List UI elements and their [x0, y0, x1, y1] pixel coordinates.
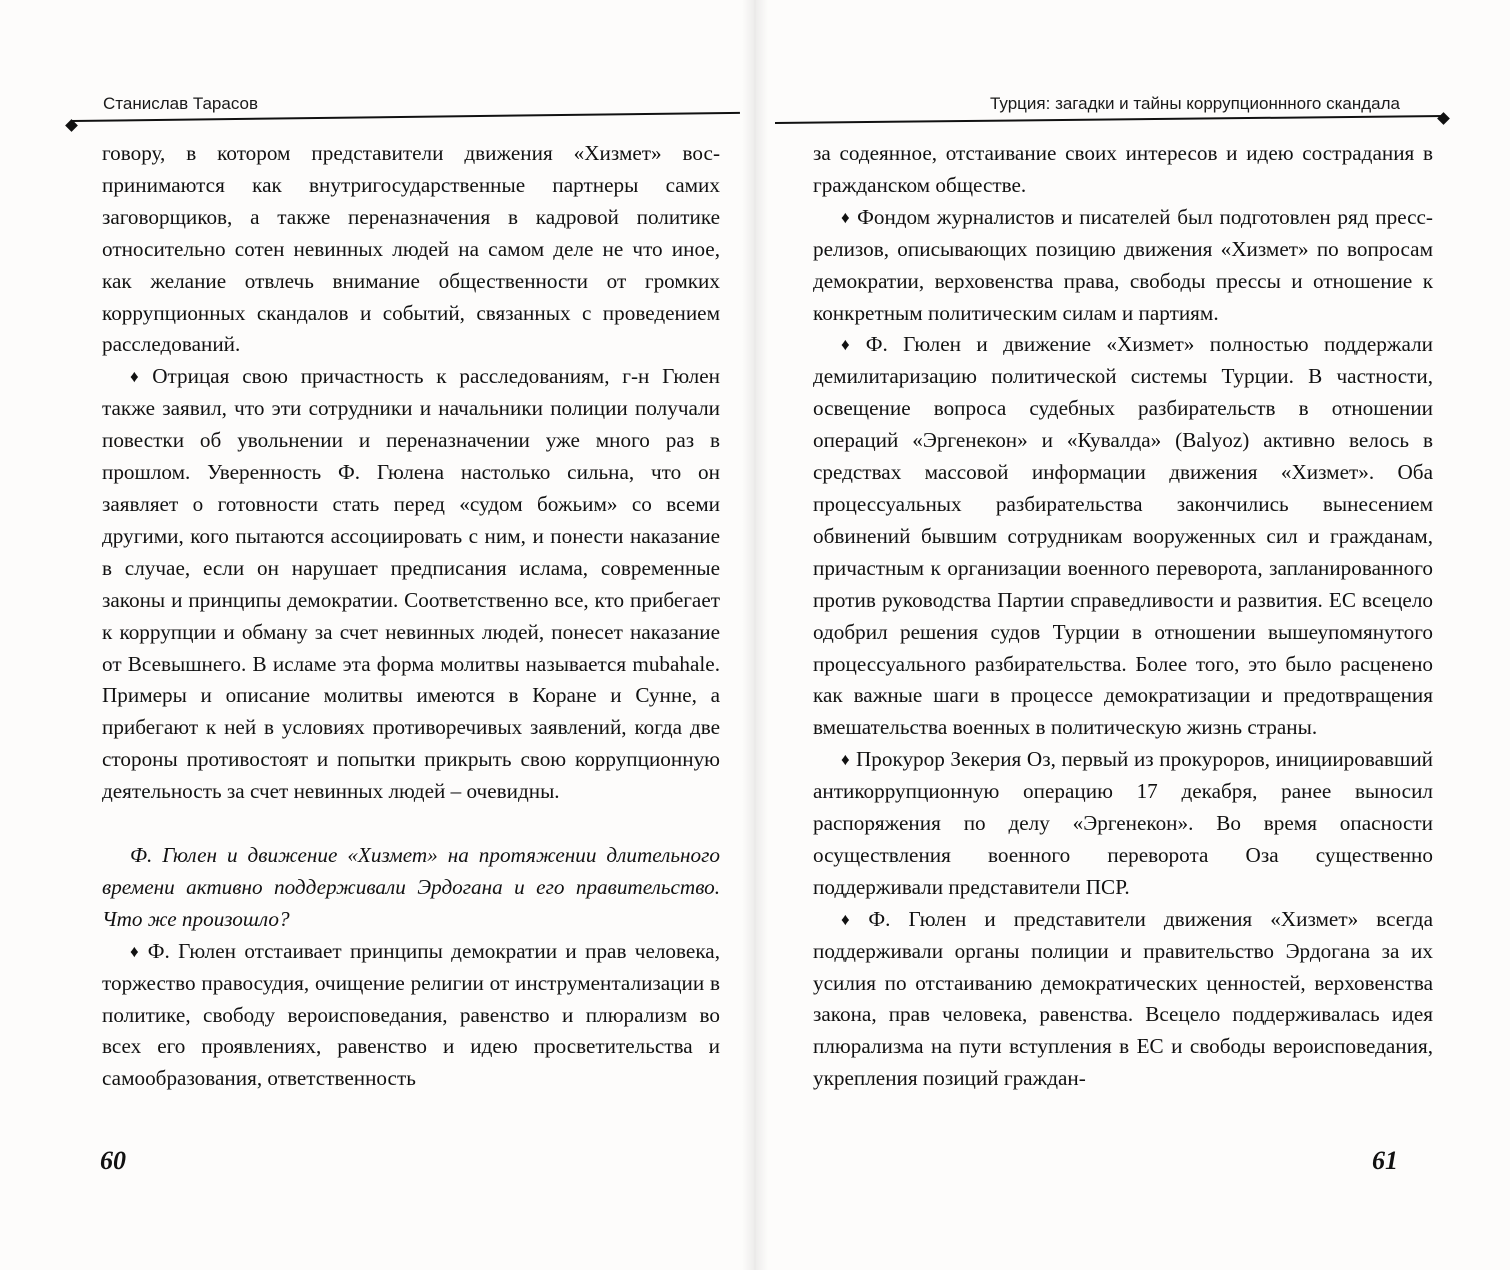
page-number: 61 [1372, 1146, 1398, 1175]
left-page-text [102, 138, 720, 1095]
page-number: 60 [100, 1146, 126, 1175]
paragraph: говору, в котором представители движения «Хизмет» воспринимаются как внутригосударственные партнеры самих заговорщиков, а также переназначения в кадровой политике относительно сотен невинных людей на самом деле не что иное, как желание отвлечь внимание общественности от громких коррупционных скандалов и событий, связанных с проведением расследований. [102, 141, 720, 357]
bullet-diamond-icon: ♦ [130, 941, 142, 961]
paragraph: ♦ Прокурор Зекерия Оз, первый из прокуроров, инициировавший антикоррупционную операцию 17 декабря, ранее выносил распоряжения по делу «Эргенекон». Во время опасности осуществления военного переворота Оза существенно поддерживали представители ПСР. [813, 747, 1433, 899]
paragraph: за содеянное, отстаивание своих интересов и идею сострадания в гражданском обществе. [813, 141, 1433, 197]
running-head-title: Турция: загадки и тайны коррупционнного скандала [989, 94, 1400, 113]
header-rule [775, 115, 1445, 124]
paragraph: ♦ Ф. Гюлен и движение «Хизмет» полностью поддержали демилитаризацию политической системы Турции. В частности, освещение вопроса судебных разбирательств в отношении операций «Эргенекон» и «Кувалда» (Balyoz) активно велось в средствах массовой информации движения «Хизмет». Оба процессуальных разбирательства закончились вынесением обвинений бывшим сотрудникам вооруженных сил и гражданам, причастным к организации военного переворота, запланированного против руководства Партии справедливости и развития. ЕС всецело одобрил решения судов Турции в отношении вышеупомянутого процессуального разбирательства. Более того, это было расценено как важные шаги в процессе демократизации и предотвращения вмешательства военных в политическую жизнь страны. [813, 332, 1433, 740]
paragraph: ♦ Ф. Гюлен отстаивает принципы демократии и прав человека, торжество правосудия, очищение религии от инструментализации в политике, свободу вероисповедания, равенство и плюрализм во всех его проявлениях, равенство и идею просветительства и самообразования, ответственность [102, 938, 720, 1091]
bullet-diamond-icon: ♦ [841, 335, 860, 355]
paragraph: ♦ Отрицая свою причастность к расследованиям, г-н Гюлен также заявил, что эти сотрудники и начальники полиции получали повестки об увольнении и переназначении уже много раз в прошлом. Уверенность Ф. Гюлена настолько сильна, что он заявляет о готовности стать перед «судом божьим» со всеми другими, кого пытаются ассоциировать с ним, и понести наказание в случае, если он нарушает предписания ислама, современные законы и принципы демократии. Соответственно все, кто прибегает к коррупции и обману за счет невинных людей, понесет наказание от Всевышнего. В исламе эта форма молитвы называется mubahale. Примеры и описание молитвы имеются в Коране и Сунне, а прибегают к ней в условиях противоречивых заявлений, когда две стороны противостоят и попытки прикрыть свою коррупционную деятельность за счет невинных людей – очевидны. [102, 364, 720, 804]
bullet-diamond-icon: ♦ [130, 367, 147, 387]
running-head-author: Станислав Тарасов [103, 94, 259, 113]
right-page-text [813, 138, 1433, 1095]
bullet-diamond-icon: ♦ [841, 207, 852, 227]
bullet-diamond-icon: ♦ [841, 909, 863, 929]
question-paragraph: Ф. Гюлен и движение «Хизмет» на протяжении длительного времени активно поддерживали Эрдогана и его правительство. Что же произошло? [102, 843, 720, 931]
right-page [755, 0, 1510, 1270]
diamond-ornament-icon [1437, 112, 1450, 125]
bullet-diamond-icon: ♦ [841, 750, 850, 770]
paragraph: ♦ Ф. Гюлен и представители движения «Хизмет» всегда поддерживали органы полиции и правительство Эрдогана за их усилия по отстаиванию демократических ценностей, верховенства закона, прав человека, равенства. Всецело поддерживалась идея плюрализма на пути вступления в ЕС и свободы вероисповедания, укрепления позиций граждан- [813, 906, 1433, 1091]
paragraph: ♦ Фондом журналистов и писателей был подготовлен ряд пресс-релизов, описывающих позицию движения «Хизмет» по вопросам демократии, верховенства права, свободы прессы и отношение к конкретным политическим силам и партиям. [813, 204, 1433, 325]
